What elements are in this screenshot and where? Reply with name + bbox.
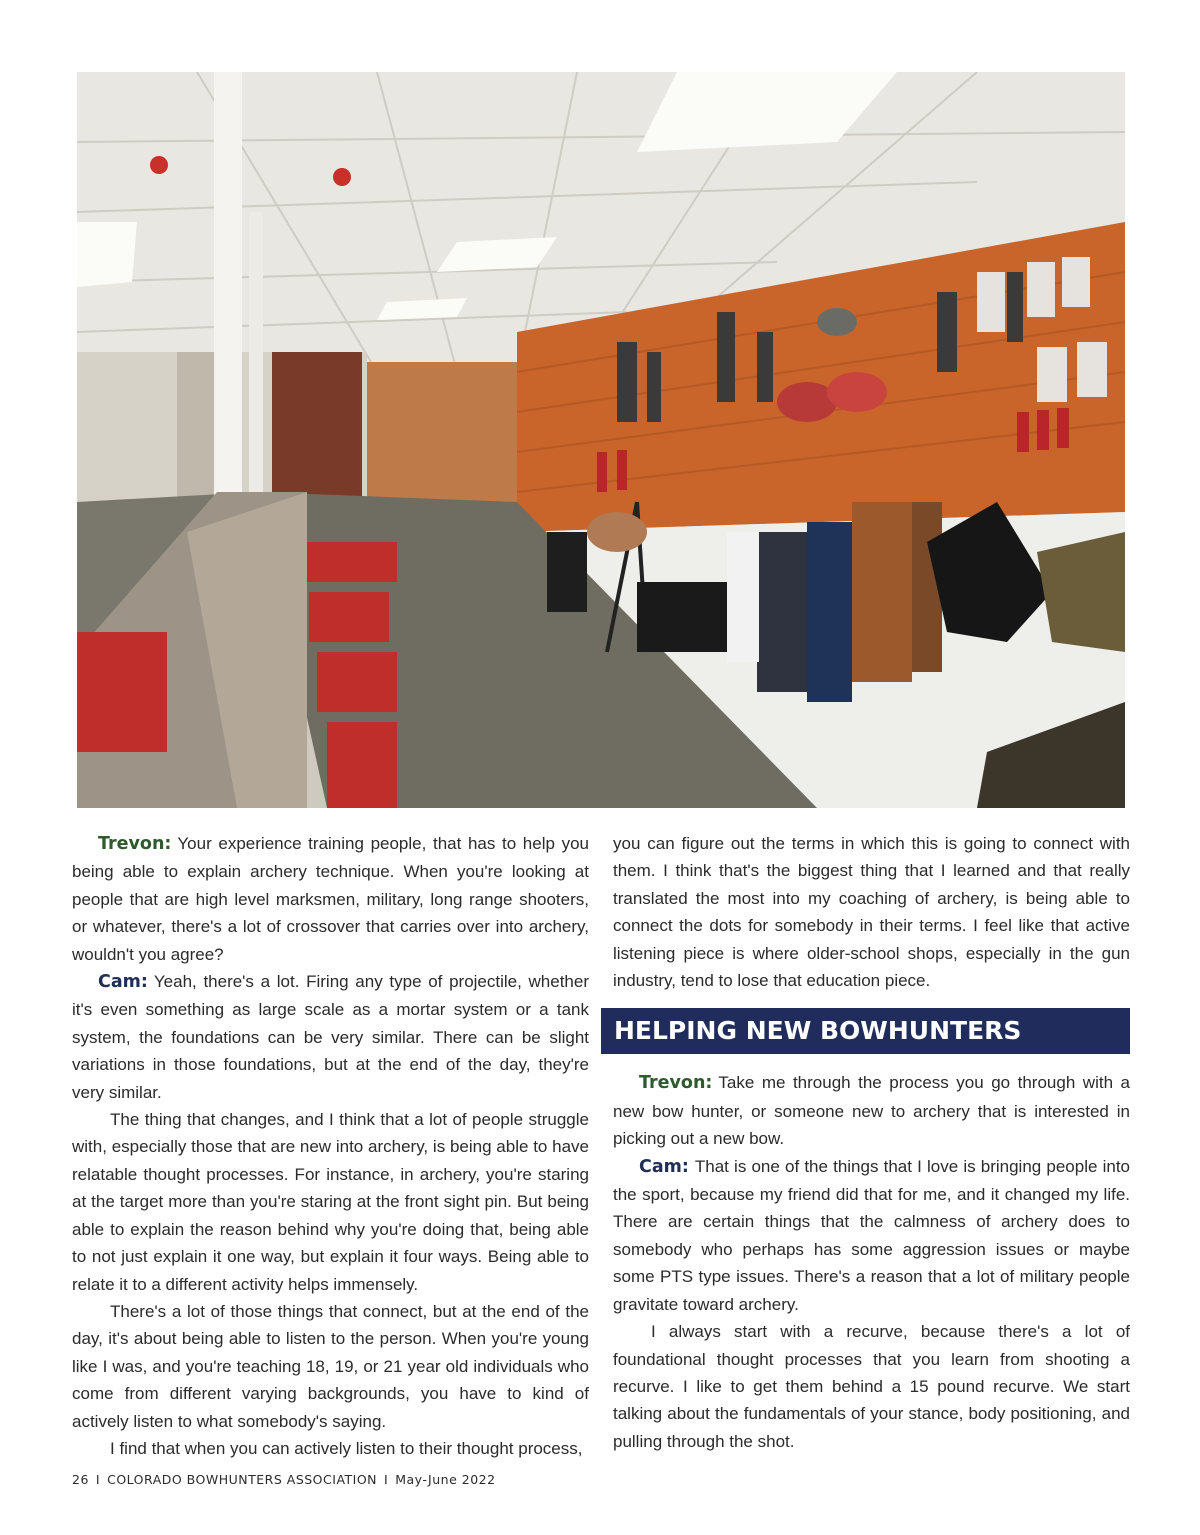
speaker-trevon: Trevon: xyxy=(98,834,172,854)
interview-paragraph xyxy=(613,1153,1130,1318)
page-number: 26 xyxy=(72,1472,89,1487)
page-footer xyxy=(72,1472,496,1487)
article-paragraph: I find that when you can actively listen to their thought process, xyxy=(110,1438,583,1458)
interview-paragraph xyxy=(72,968,589,1106)
article-paragraph: The thing that changes, and I think that a lot of people struggle with, especially those that are new into archery, is being able to have relatable thought processes. For instance, in archery, you're staring at the target more than you're staring at the front sight pin. But being able to explain the reason behind why you're doing that, being able to not just explain it one way, but explain it four ways. Being able to relate it to a different activity helps immensely. xyxy=(72,1110,589,1294)
article-left-column xyxy=(72,830,589,1462)
footer-separator: I xyxy=(95,1472,101,1487)
store-interior-photo xyxy=(77,72,1125,808)
paragraph-text: Take me through the process you go through with a new bow hunter, or someone new to archery that is interested in picking out a new bow. xyxy=(613,1073,1130,1149)
publication-name: COLORADO BOWHUNTERS ASSOCIATION xyxy=(107,1472,378,1487)
speaker-cam: Cam: xyxy=(98,972,148,993)
speaker-cam: Cam: xyxy=(639,1156,689,1177)
footer-separator: I xyxy=(384,1472,389,1487)
section-heading: HELPING NEW BOWHUNTERS xyxy=(601,1008,1130,1054)
article-paragraph: I always start with a recurve, because there's a lot of foundational thought processes that you learn from shooting a recurve. I like to get them behind a 15 pound recurve. We start talking about the fundamentals of your stance, body positioning, and pulling through the shot. xyxy=(613,1322,1130,1451)
article-paragraph: you can figure out the terms in which this is going to connect with them. I think that's the biggest thing that I learned and that really translated the most into my coaching of archery, is being able to connect the dots for somebody in their terms. I feel like that active listening piece is where older-school shops, especially in the gun industry, tend to lose that education piece. xyxy=(613,834,1130,991)
speaker-trevon: Trevon: xyxy=(639,1073,713,1094)
article-right-column xyxy=(613,830,1130,1455)
paragraph-text: Yeah, there's a lot. Firing any type of projectile, whether it's even something as large scale as a mortar system or a tank system, the foundations can be very similar. There can be slight variations in those foundations, but at the end of the day, they're very similar. xyxy=(72,972,589,1102)
paragraph-text: That is one of the things that I love is bringing people into the sport, because my friend did that for me, and it changed my life. There are certain things that the calmness of archery does to somebody who perhaps has some aggression issues or maybe some PTS type issues. There's a reason that a lot of military people gravitate toward archery. xyxy=(613,1156,1130,1314)
article-paragraph: There's a lot of those things that connect, but at the end of the day, it's about being able to listen to the person. When you're young like I was, and you're teaching 18, 19, or 21 year old individuals who come from different varying backgrounds, you have to kind of actively listen to what somebody's saying. xyxy=(72,1301,589,1431)
interview-paragraph xyxy=(613,1069,1130,1152)
store-interior-icon xyxy=(77,72,1125,808)
interview-paragraph xyxy=(72,830,589,968)
paragraph-text: Your experience training people, that has to help you being able to explain archery technique. When you're looking at people that are high level marksmen, military, long range shooters, or whatever, there's a lot of crossover that carries over into archery, wouldn't you agree? xyxy=(72,834,589,964)
issue-date: May-June 2022 xyxy=(395,1472,496,1487)
